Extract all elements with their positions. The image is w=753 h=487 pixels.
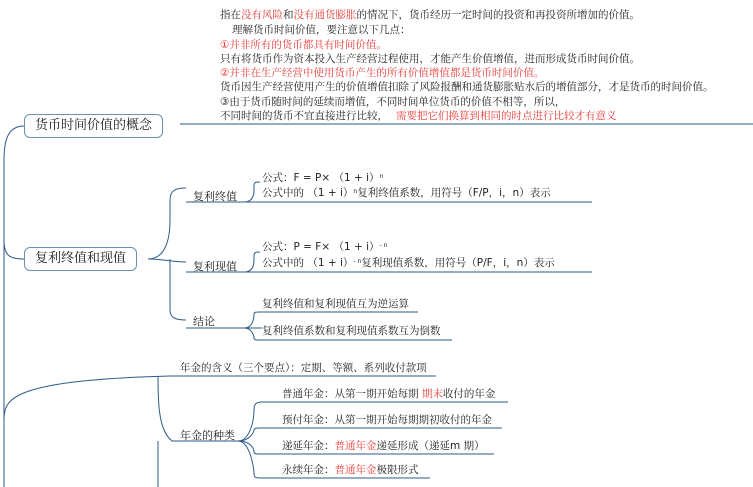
- concept-line-7: ③由于货币随时间的延续而增值，不同时间单位货币的价值不相等，所以，: [220, 96, 566, 108]
- fv-formula: [262, 172, 383, 185]
- text: 递延年金：: [282, 440, 335, 452]
- text: 公式中的 （1 + i）: [262, 257, 354, 269]
- exponent: - n: [379, 242, 388, 249]
- text: 永续年金：: [282, 464, 335, 476]
- highlight-text: 需要把它们换算到相同的时点进行比较才有意义: [396, 110, 617, 122]
- highlight-text: 普通年金: [334, 440, 377, 452]
- conclusion-2: 复利终值系数和复利现值系数互为倒数: [262, 325, 441, 337]
- text: 公式：F = P× （1 + i）: [262, 172, 380, 184]
- concept-line-6: 货币因生产经营使用产生的价值增值扣除了风险报酬和通货膨胀贴水后的增值部分，才是货币的时间价值。: [220, 81, 714, 93]
- deferred-annuity: [282, 440, 485, 453]
- highlight-text: 没有通货膨胀: [293, 9, 357, 21]
- concept-line-8: [220, 110, 617, 123]
- ordinary-annuity: [282, 388, 495, 401]
- label-conclusion[interactable]: 结论: [193, 315, 215, 328]
- text: 的情况下，货币经历一定时间的投资和再投资所增加的价值。: [356, 9, 640, 21]
- text: 极限形式: [376, 464, 419, 476]
- annuity-due: 预付年金：从第一期开始每期期初收付的年金: [282, 414, 492, 426]
- exponent: n: [379, 173, 384, 180]
- node-compound[interactable]: 复利终值和现值: [24, 247, 137, 271]
- concept-line-1: [220, 9, 640, 22]
- pv-description: [262, 257, 555, 270]
- perpetual-annuity: [282, 464, 419, 477]
- text: 和: [283, 9, 294, 21]
- label-annuity-types[interactable]: 年金的种类: [180, 429, 235, 442]
- concept-line-2: 理解货币时间价值，要注意以下几点：: [232, 24, 411, 36]
- conclusion-1: 复利终值和复利现值互为逆运算: [262, 298, 409, 310]
- text: 收付的年金: [442, 388, 496, 400]
- text: 复利终值系数，用符号（F/P，i，n）表示: [357, 187, 551, 199]
- annuity-meaning: 年金的含义（三个要点）：定期、等额、系列收付款项: [180, 362, 427, 374]
- text: 普通年金：从第一期开始每期: [282, 388, 422, 400]
- exponent: - n: [353, 258, 362, 265]
- text: 指在: [220, 9, 241, 21]
- text: 递延形成（递延m 期）: [376, 440, 485, 452]
- text: 公式中的 （1 + i）: [262, 187, 354, 199]
- text: 公式：P = F× （1 + i）: [262, 241, 380, 253]
- label-future-value[interactable]: 复利终值: [193, 190, 237, 203]
- highlight-text: 普通年金: [334, 464, 377, 476]
- highlight-text: 没有风险: [241, 9, 283, 21]
- label-present-value[interactable]: 复利现值: [193, 260, 237, 273]
- exponent: n: [353, 188, 358, 195]
- concept-line-4: 只有将货币作为资本投入生产经营过程使用，才能产生价值增值，进而形成货币时间价值。: [220, 53, 640, 65]
- pv-formula: [262, 241, 387, 254]
- highlight-text: 期末: [421, 388, 443, 400]
- concept-line-3: ①并非所有的货币都具有时间价值。: [220, 39, 387, 51]
- text: 复利现值系数，用符号（P/F，i，n）表示: [361, 257, 555, 269]
- node-concept[interactable]: 货币时间价值的概念: [24, 114, 163, 138]
- text: 不同时间的货币不宜直接进行比较，: [220, 110, 388, 122]
- concept-line-5: ②并非在生产经营中使用货币产生的所有价值增值都是货币时间价值。: [220, 67, 545, 79]
- fv-description: [262, 187, 551, 200]
